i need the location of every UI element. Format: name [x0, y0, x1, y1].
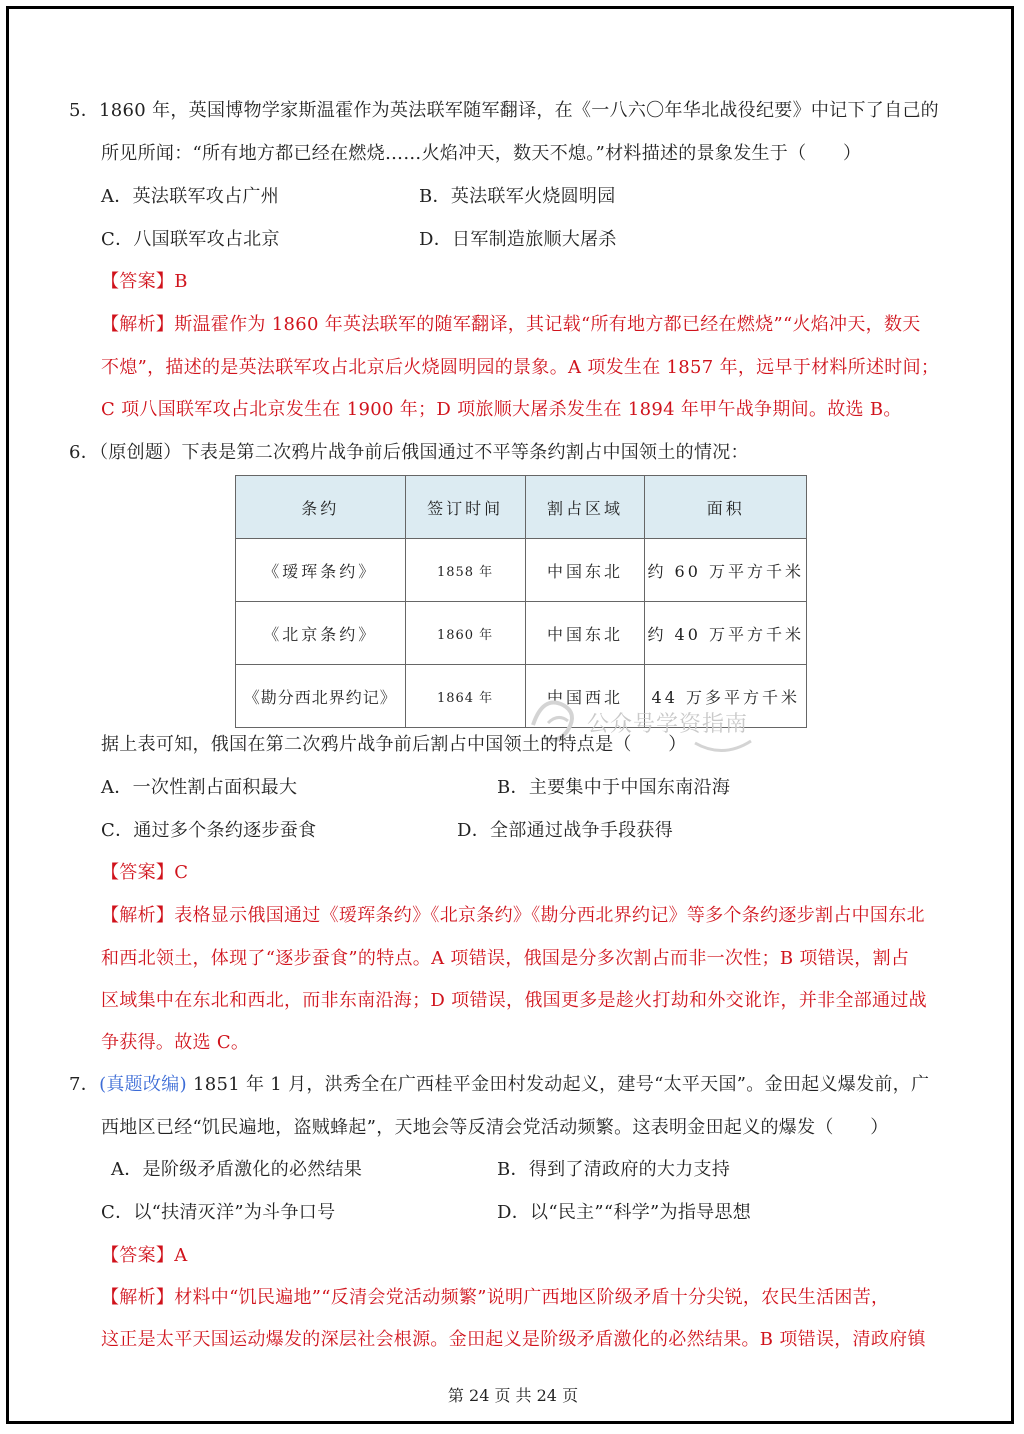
q5-option-a: A．英法联军攻占广州 — [101, 186, 279, 207]
page-footer: 第 24 页 共 24 页 — [447, 1386, 579, 1405]
q5-answer-value: B — [174, 271, 188, 292]
table-header-area: 面积 — [645, 476, 807, 539]
q6-option-d: D．全部通过战争手段获得 — [457, 820, 674, 841]
q6-treaty-table — [235, 475, 807, 728]
q7-stem-text: 1851 年 1 月，洪秀全在广西桂平金田村发动起义，建号“太平天国”。金田起义爆发前，广 — [186, 1074, 930, 1095]
q6-option-c: C．通过多个条约逐步蚕食 — [101, 820, 317, 841]
q6-question: 据上表可知，俄国在第二次鸦片战争前后割占中国领土的特点是（ ） — [101, 734, 687, 755]
q7-stem-line2: 西地区已经“饥民遍地，盗贼蜂起”，天地会等反清会党活动频繁。这表明金田起义的爆发（ ） — [101, 1117, 889, 1138]
table-cell-area: 约 60 万平方千米 — [645, 539, 807, 602]
table-cell-date: 1858 年 — [405, 539, 525, 602]
table-cell-treaty: 《瑷珲条约》 — [236, 539, 406, 602]
q6-option-a: A．一次性割占面积最大 — [101, 777, 298, 798]
q5-analysis-line1: 【解析】斯温霍作为 1860 年英法联军的随军翻译，其记载“所有地方都已经在燃烧”“火焰冲天，数天 — [101, 314, 921, 335]
q6-stem: 6．（原创题）下表是第二次鸦片战争前后俄国通过不平等条约割占中国领土的情况： — [69, 442, 749, 463]
q7-analysis-line2: 这正是太平天国运动爆发的深层社会根源。金田起义是阶级矛盾激化的必然结果。B 项错误，清政府镇 — [101, 1329, 926, 1350]
table-header-date: 签订时间 — [405, 476, 525, 539]
q7-analysis-line1: 【解析】材料中“饥民遍地”“反清会党活动频繁”说明广西地区阶级矛盾十分尖锐，农民生活困苦， — [101, 1287, 890, 1308]
table-cell-region: 中国西北 — [525, 665, 645, 728]
table-row — [236, 602, 807, 665]
table-row — [236, 539, 807, 602]
q6-answer-value: C — [174, 862, 189, 883]
q7-answer-value: A — [174, 1245, 188, 1266]
table-cell-region: 中国东北 — [525, 539, 645, 602]
table-cell-treaty: 《勘分西北界约记》 — [236, 665, 406, 728]
table-header-row — [236, 476, 807, 539]
q6-analysis-line4: 争获得。故选 C。 — [101, 1032, 250, 1053]
q6-answer-label: 【答案】 — [101, 862, 175, 883]
q7-answer-label: 【答案】 — [101, 1245, 175, 1266]
q5-answer — [101, 271, 188, 293]
q7-option-a: A．是阶级矛盾激化的必然结果 — [111, 1159, 363, 1180]
q7-number: 7． — [69, 1074, 100, 1095]
table-header-region: 割占区域 — [525, 476, 645, 539]
q5-analysis-line3: C 项八国联军攻占北京发生在 1900 年；D 项旅顺大屠杀发生在 1894 年甲午战争期间。故选 B。 — [101, 399, 902, 420]
q5-stem-line1: 5．1860 年，英国博物学家斯温霍作为英法联军随军翻译，在《一八六〇年华北战役纪要》中记下了自己的 — [69, 100, 939, 121]
table-cell-treaty: 《北京条约》 — [236, 602, 406, 665]
table-cell-date: 1860 年 — [405, 602, 525, 665]
q7-source-tag: (真题改编) — [99, 1074, 187, 1095]
q5-stem-line2: 所见所闻：“所有地方都已经在燃烧……火焰冲天，数天不熄。”材料描述的景象发生于（ ） — [101, 143, 862, 164]
q5-analysis-line2: 不熄”，描述的是英法联军攻占北京后火烧圆明园的景象。A 项发生在 1857 年，远早于材料所述时间； — [101, 357, 940, 378]
q7-option-c: C．以“扶清灭洋”为斗争口号 — [101, 1202, 336, 1223]
document-page — [6, 6, 1014, 1424]
q5-option-b: B．英法联军火烧圆明园 — [419, 186, 616, 207]
q7-option-b: B．得到了清政府的大力支持 — [497, 1159, 731, 1180]
q6-option-b: B．主要集中于中国东南沿海 — [497, 777, 731, 798]
q7-answer — [101, 1245, 188, 1267]
table-cell-date: 1864 年 — [405, 665, 525, 728]
q6-analysis-line1: 【解析】表格显示俄国通过《瑷珲条约》《北京条约》《勘分西北界约记》等多个条约逐步割占中国东北 — [101, 905, 925, 926]
table-header-treaty: 条约 — [236, 476, 406, 539]
q5-option-c: C．八国联军攻占北京 — [101, 229, 280, 250]
q7-stem-line1 — [69, 1074, 929, 1096]
watermark-swoosh-icon — [693, 737, 753, 757]
table-cell-area: 44 万多平方千米 — [645, 665, 807, 728]
q6-analysis-line3: 区域集中在东北和西北，而非东南沿海；D 项错误，俄国更多是趁火打劫和外交讹诈，并非全部通过战 — [101, 990, 927, 1011]
watermark-text: 公众号学资指南 — [587, 712, 749, 737]
q6-answer — [101, 862, 188, 884]
table-row — [236, 665, 807, 728]
q5-answer-label: 【答案】 — [101, 271, 175, 292]
table-cell-area: 约 40 万平方千米 — [645, 602, 807, 665]
q5-option-d: D．日军制造旅顺大屠杀 — [419, 229, 617, 250]
q7-option-d: D．以“民主”“科学”为指导思想 — [497, 1202, 752, 1223]
table-cell-region: 中国东北 — [525, 602, 645, 665]
q6-analysis-line2: 和西北领土，体现了“逐步蚕食”的特点。A 项错误，俄国是分多次割占而非一次性；B 项错误，割占 — [101, 948, 910, 969]
